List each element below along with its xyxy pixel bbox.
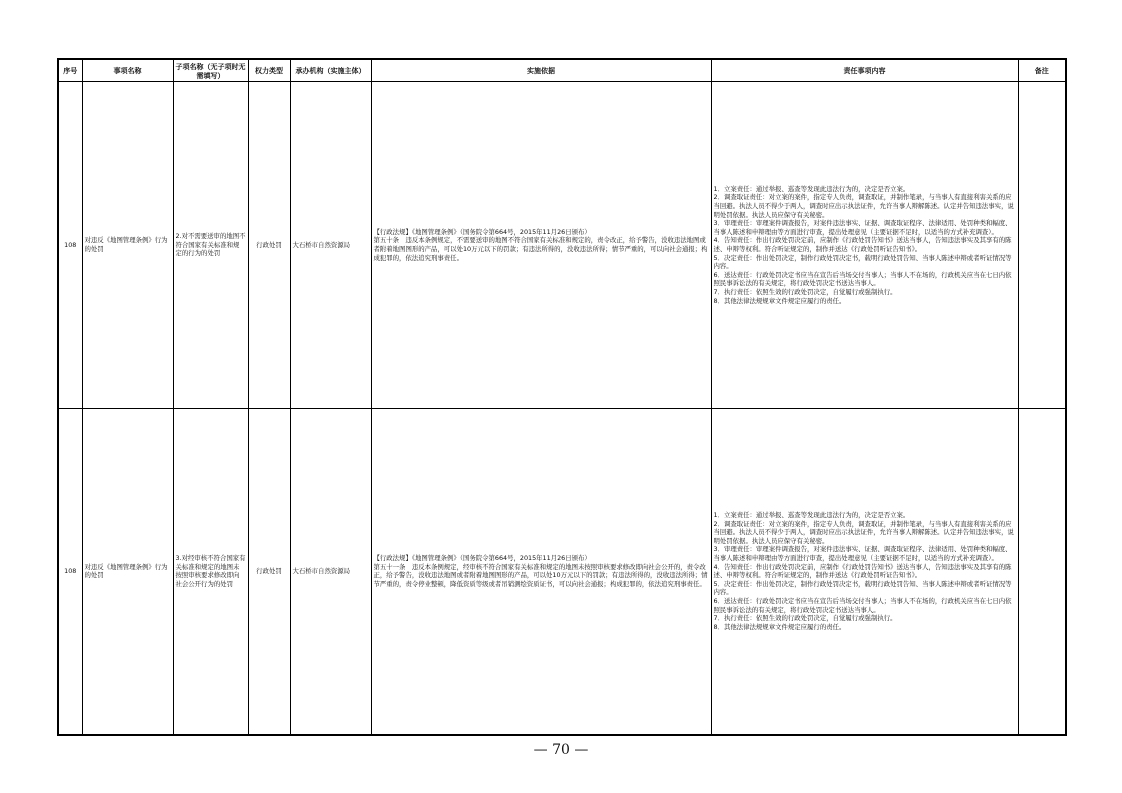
responsibility-line: 3．审理责任：审理案件调查报告，对案件违法事实、证据、调查取证程序、法律适用、处罚种类和幅度、当事人陈述和申辩理由等方面进行审查，提出处理意见（主要证据不足时，以适当的方式补充调查）。 — [713, 545, 1012, 563]
responsibility-line: 2．调查取证责任：对立案的案件，指定专人负责，调查取证，并制作笔录，与当事人有直接利害关系的应当回避。执法人员不得少于两人，调查时应出示执法证件，允许当事人辩解陈述。认定并告知违法事实，说明处罚依据。执法人员应保守有关秘密。 — [713, 519, 1014, 545]
row-power-type: 行政处罚 — [248, 409, 290, 735]
responsibility-line: 8．其他法律法规规章文件规定应履行的责任。 — [713, 296, 846, 305]
page-number: — 70 — — [533, 742, 589, 758]
row-responsibility — [711, 82, 1018, 409]
row-basis — [371, 82, 711, 409]
basis-line: 第五十一条 违反本条例规定，经审核不符合国家有关标准和规定的地图未按照审核要求修改即向社会公开的，责令改正，给予警告，没收违法地图或者附着地图图形的产品，可以处10万元以下的罚款；有违法所得的，没收违法所得；情节严重的，责令停业整顿，降低资质等级或者吊销测绘资质证书，可以向社会通报；构成犯罪的，依法追究刑事责任。 — [373, 562, 708, 588]
basis-line: 【行政法规】《地图管理条例》（国务院令第664号，2015年11月26日颁布） — [373, 554, 591, 563]
responsibility-line: 5．决定责任：作出处罚决定，制作行政处罚决定书，载明行政处罚告知、当事人陈述申辩或者听证情况等内容。 — [713, 579, 1012, 597]
row-seq: 108 — [58, 409, 82, 735]
row-power-type: 行政处罚 — [248, 82, 290, 409]
power-list-table — [57, 58, 1067, 736]
table-header-row — [58, 59, 1066, 82]
row-agency: 大石桥市自然资源局 — [290, 82, 371, 409]
table-row — [58, 82, 1066, 409]
responsibility-line: 6．送达责任：行政处罚决定书应当在宣告后当场交付当事人；当事人不在场的，行政机关应当在七日内依照民事诉讼法的有关规定，将行政处罚决定书送达当事人。 — [713, 597, 1012, 614]
row-remarks — [1018, 409, 1066, 735]
responsibility-line: 8．其他法律法规规章文件规定应履行的责任。 — [713, 622, 846, 631]
row-agency: 大石桥市自然资源局 — [290, 409, 371, 735]
header-sub-item: 子项名称（无子项时无需填写） — [173, 59, 248, 82]
responsibility-line: 6．送达责任：行政处罚决定书应当在宣告后当场交付当事人；当事人不在场的，行政机关应当在七日内依照民事诉讼法的有关规定，将行政处罚决定书送达当事人。 — [713, 270, 1012, 288]
responsibility-line: 4．告知责任：作出行政处罚决定前，应制作《行政处罚告知书》送达当事人，告知违法事实及其享有的陈述、申辩等权利。符合听证规定的，制作并送达《行政处罚听证告知书》。 — [713, 562, 1012, 580]
responsibility-line: 4．告知责任：作出行政处罚决定前，应制作《行政处罚告知书》送达当事人，告知违法事实及其享有的陈述、申辩等权利。符合听证规定的，制作并送达《行政处罚听证告知书》。 — [713, 236, 1012, 253]
row-sub-item: 2.对不需要送审的地图不符合国家有关标准和规定的行为的处罚 — [173, 82, 248, 409]
row-basis — [371, 409, 711, 735]
responsibility-line: 1．立案责任：通过举报、巡查等发现此违法行为的，决定是否立案。 — [713, 511, 910, 520]
responsibility-line: 3．审理责任：审理案件调查报告，对案件违法事实、证据、调查取证程序、法律适用、处罚种类和幅度、当事人陈述和申辩理由等方面进行审查，提出处理意见（主要证据不足时，以适当的方式补充调查）。 — [713, 219, 1012, 236]
document-sheet — [57, 58, 1065, 734]
responsibility-line: 7．执行责任：依照生效的行政处罚决定，自觉履行或强制执行。 — [713, 287, 897, 296]
row-item-name: 对违反《地图管理条例》行为的处罚 — [82, 82, 173, 409]
basis-line: 【行政法规】《地图管理条例》（国务院令第664号，2015年11月26日颁布） — [373, 227, 591, 236]
header-power-type: 权力类型 — [248, 59, 290, 82]
header-item-name: 事项名称 — [82, 59, 173, 82]
header-remarks: 备注 — [1018, 59, 1066, 82]
header-responsibility: 责任事项内容 — [711, 59, 1018, 82]
header-basis: 实施依据 — [371, 59, 711, 82]
header-seq: 序号 — [58, 59, 82, 82]
responsibility-line: 1．立案责任：通过举报、巡查等发现此违法行为的，决定是否立案。 — [713, 184, 910, 193]
basis-line: 第五十条 违反本条例规定，不需要送审的地图不符合国家有关标准和规定的，责令改正，给予警告，没收违法地图或者附着地图图形的产品，可以处10万元以下的罚款；有违法所得的，没收违法所得；情节严重的，可以向社会通报；构成犯罪的，依法追究刑事责任。 — [373, 236, 708, 262]
row-seq: 108 — [58, 82, 82, 409]
row-remarks — [1018, 82, 1066, 409]
table-row — [58, 409, 1066, 735]
header-agency: 承办机构（实施主体） — [290, 59, 371, 82]
responsibility-line: 5．决定责任：作出处罚决定，制作行政处罚决定书，载明行政处罚告知、当事人陈述申辩或者听证情况等内容。 — [713, 253, 1012, 271]
responsibility-line: 7．执行责任：依照生效的行政处罚决定，自觉履行或强制执行。 — [713, 614, 897, 623]
row-responsibility — [711, 409, 1018, 735]
row-sub-item: 3.对经审核不符合国家有关标准和规定的地图未按照审核要求修改即向社会公开行为的处罚 — [173, 409, 248, 735]
responsibility-line: 2．调查取证责任：对立案的案件，指定专人负责，调查取证，并制作笔录，与当事人有直接利害关系的应当回避。执法人员不得少于两人，调查时应出示执法证件，允许当事人辩解陈述。认定并告知违法事实，说明处罚依据。执法人员应保守有关秘密。 — [713, 193, 1014, 219]
row-item-name: 对违反《地图管理条例》行为的处罚 — [82, 409, 173, 735]
